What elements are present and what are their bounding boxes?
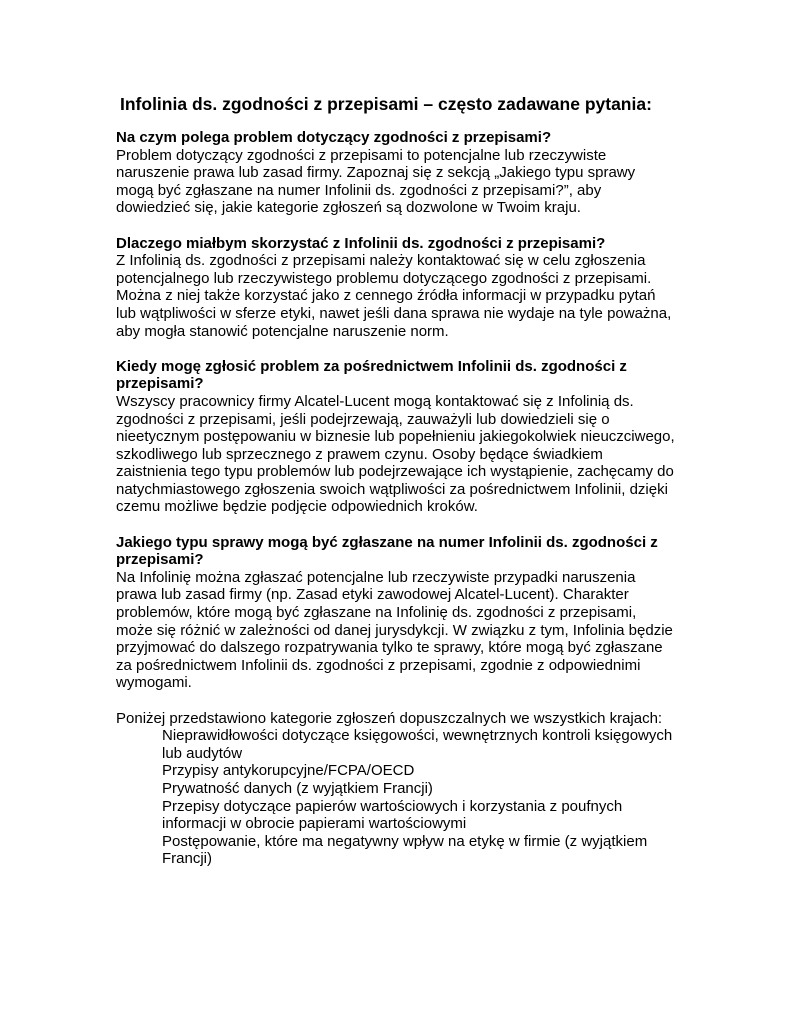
faq-question: Jakiego typu sprawy mogą być zgłaszane na numer Infolinii ds. zgodności z przepisami? xyxy=(116,533,658,569)
faq-answer: Na Infolinię można zgłaszać potencjalne lub rzeczywiste przypadki naruszenia prawa lub zasad firmy (np. Zasad etyki zawodowej Alcatel-Lucent). Charakter problemów, które mogą być zgłaszane na Infolinię ds. zgodności z przepisami, może się różnić w zależności od danej jurysdykcji. W związku z tym, Infolinia będzie przyjmować do dalszego rozpatrywania tylko te sprawy, które mogą być zgłaszane za pośrednictwem Infolinii ds. zgodności z przepisami, zgodnie z odpowiednimi wymogami. xyxy=(116,568,673,692)
faq-answer: Z Infolinią ds. zgodności z przepisami należy kontaktować się w celu zgłoszenia potencjalnego lub rzeczywistego problemu dotyczącego zgodności z przepisami. Można z niej także korzystać jako z cennego źródła informacji w przypadku pytań lub wątpliwości w sferze etyki, nawet jeśli dana sprawa nie wydaje na tyle poważna, aby mogła stanowić potencjalne naruszenie norm. xyxy=(116,252,672,340)
list-item: Przypisy antykorupcyjne/FCPA/OECD xyxy=(162,762,415,780)
faq-answer: Wszyscy pracownicy firmy Alcatel-Lucent mogą kontaktować się z Infolinią ds. zgodności z przepisami, jeśli podejrzewają, zauważyli lub dowiedzieli się o nieetycznym postępowaniu w biznesie lub popełnieniu jakiegokolwiek nieuczciwego, szkodliwego lub sprzecznego z prawem czynu. Osoby będące świadkiem zaistnienia tego typu problemów lub podejrzewające ich wystąpienie, zachęcamy do natychmiastowego zgłoszenia swoich wątpliwości za pośrednictwem Infolinii, dzięki czemu możliwe będzie podjęcie odpowiednich kroków. xyxy=(116,392,675,516)
faq-question: Dlaczego miałbym skorzystać z Infolinii ds. zgodności z przepisami? xyxy=(116,234,606,252)
faq-question: Na czym polega problem dotyczący zgodności z przepisami? xyxy=(116,129,552,146)
categories-list xyxy=(116,727,676,868)
faq-section-1 xyxy=(116,129,676,217)
faq-content xyxy=(116,129,676,868)
faq-section-3 xyxy=(116,358,676,516)
list-item: Przepisy dotyczące papierów wartościowych i korzystania z poufnych informacji w obrocie papierami wartościowymi xyxy=(162,797,623,833)
faq-question: Kiedy mogę zgłosić problem za pośrednictwem Infolinii ds. zgodności z przepisami? xyxy=(116,357,627,393)
page-title: Infolinia ds. zgodności z przepisami – często zadawane pytania: xyxy=(120,94,652,114)
list-item: Postępowanie, które ma negatywny wpływ na etykę w firmie (z wyjątkiem Francji) xyxy=(162,832,648,868)
faq-section-2 xyxy=(116,235,676,341)
list-item: Nieprawidłowości dotyczące księgowości, wewnętrznych kontroli księgowych lub audytów xyxy=(162,727,673,762)
list-item: Prywatność danych (z wyjątkiem Francji) xyxy=(162,779,433,797)
faq-answer: Problem dotyczący zgodności z przepisami to potencjalne lub rzeczywiste naruszenie prawa lub zasad firmy. Zapoznaj się z sekcją „Jakiego typu sprawy mogą być zgłaszane na numer Infolinii ds. zgodności z przepisami?”, aby dowiedzieć się, jakie kategorie zgłoszeń są dozwolone w Twoim kraju. xyxy=(116,146,636,217)
faq-section-4 xyxy=(116,534,676,692)
categories-intro: Poniżej przedstawiono kategorie zgłoszeń dopuszczalnych we wszystkich krajach: xyxy=(116,709,663,727)
